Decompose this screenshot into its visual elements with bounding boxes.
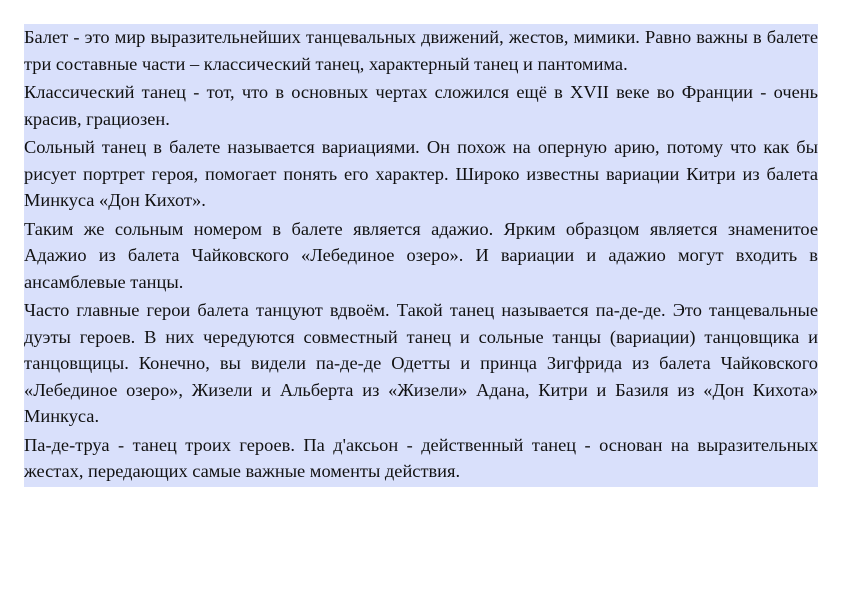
paragraph-adagio: Таким же сольным номером в балете является адажио. Ярким образцом является знаменитое Адажио из балета Чайковского «Лебединое озеро». И вариации и адажио могут входить в ансамблевые танцы. bbox=[24, 218, 818, 292]
text-block bbox=[24, 24, 818, 487]
paragraph-classical-dance: Классический танец - тот, что в основных чертах сложился ещё в XVII веке во Франции - очень красив, грациозен. bbox=[24, 82, 818, 129]
paragraph-ballet-intro: Балет - это мир выразительнейших танцевальных движений, жестов, мимики. Равно важны в балете три составные части – классический танец, характерный танец и пантомима. bbox=[24, 27, 818, 74]
paragraph-variations: Сольный танец в балете называется вариациями. Он похож на оперную арию, потому что как бы рисует портрет героя, помогает понять его характер. Широко известны вариации Китри из балета Минкуса «Дон Кихот». bbox=[24, 137, 818, 210]
paragraph-pas-de-deux: Часто главные герои балета танцуют вдвоём. Такой танец называется па-де-де. Это танцевальные дуэты героев. В них чередуются совместный танец и сольные танцы (вариации) танцовщика и танцовщицы. Конечно, вы видели па-де-де Одетты и принца Зигфрида из балета Чайковского «Лебединое озеро», Жизели и Альберта из «Жизели» Адана, Китри и Базиля из «Дон Кихота» Минкуса. bbox=[24, 300, 818, 426]
paragraph-pas-de-trois: Па-де-труа - танец троих героев. Па д'аксьон - действенный танец - основан на выразительных жестах, передающих самые важные моменты действия. bbox=[24, 434, 818, 481]
